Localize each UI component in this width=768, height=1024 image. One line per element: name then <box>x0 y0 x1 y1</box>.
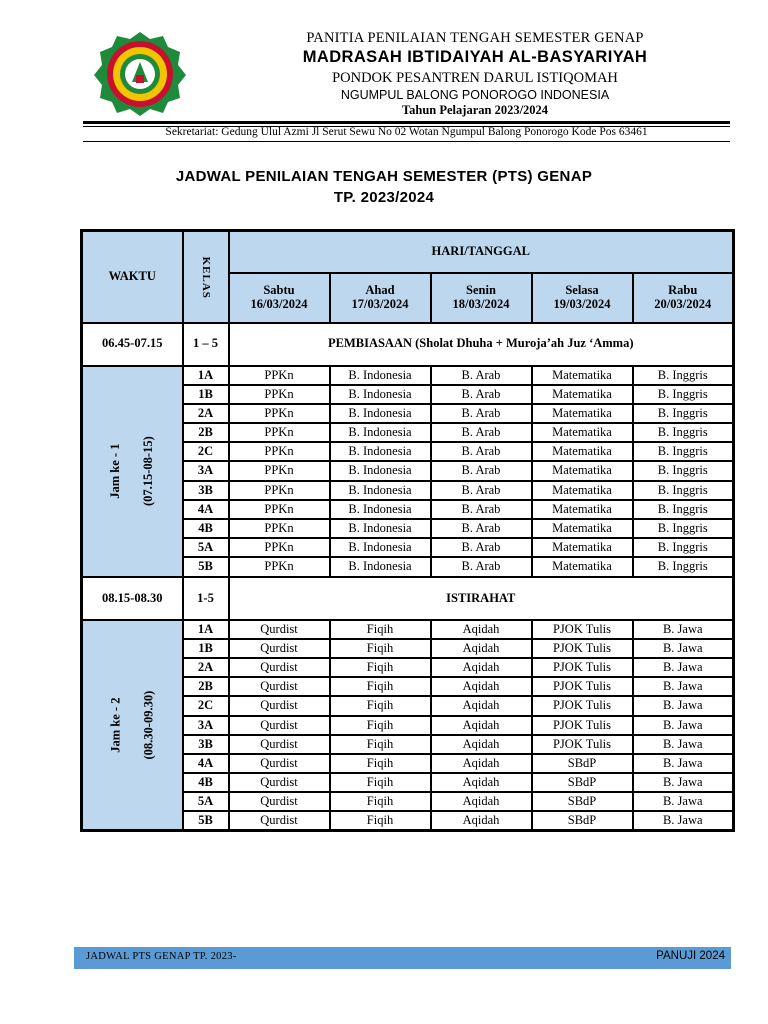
day-date: 19/03/2024 <box>553 296 611 311</box>
subject-cell: B. Indonesia <box>330 519 431 538</box>
class-cell: 2C <box>183 696 229 715</box>
subject-cell: PPKn <box>229 538 330 557</box>
subject-cell: B. Jawa <box>633 677 734 696</box>
subject-cell: Qurdist <box>229 735 330 754</box>
day-header <box>633 273 734 323</box>
class-cell: 3A <box>183 716 229 735</box>
subject-cell: Aqidah <box>431 658 532 677</box>
subject-cell: B. Arab <box>431 442 532 461</box>
day-name: Senin <box>466 283 496 298</box>
letterhead-divider-thick <box>83 121 730 124</box>
class-cell: 2B <box>183 677 229 696</box>
day-header <box>532 273 633 323</box>
subject-cell: B. Indonesia <box>330 461 431 480</box>
subject-cell: Fiqih <box>330 716 431 735</box>
class-cell: 3A <box>183 461 229 480</box>
subject-cell: B. Jawa <box>633 696 734 715</box>
class-cell: 2A <box>183 658 229 677</box>
subject-cell: PPKn <box>229 423 330 442</box>
day-date: 16/03/2024 <box>250 296 308 311</box>
subject-cell: Matematika <box>532 404 633 423</box>
day-header <box>229 273 330 323</box>
subject-cell: Matematika <box>532 481 633 500</box>
subject-cell: B. Inggris <box>633 519 734 538</box>
class-cell: 4B <box>183 519 229 538</box>
subject-cell: PJOK Tulis <box>532 716 633 735</box>
committee-name: PANITIA PENILAIAN TENGAH SEMESTER GENAP <box>306 30 644 46</box>
day-name: Ahad <box>365 283 395 298</box>
pembiasaan-activity: PEMBIASAAN (Sholat Dhuha + Muroja’ah Juz ‘Amma) <box>229 323 734 366</box>
subject-cell: B. Inggris <box>633 423 734 442</box>
subject-cell: Aqidah <box>431 620 532 639</box>
subject-cell: B. Indonesia <box>330 366 431 385</box>
subject-cell: Matematika <box>532 538 633 557</box>
subject-cell: Aqidah <box>431 677 532 696</box>
subject-cell: B. Jawa <box>633 620 734 639</box>
academic-year: Tahun Pelajaran 2023/2024 <box>401 103 549 117</box>
subject-cell: B. Indonesia <box>330 500 431 519</box>
day-date: 20/03/2024 <box>654 296 712 311</box>
subject-cell: Matematika <box>532 442 633 461</box>
subject-cell: PJOK Tulis <box>532 658 633 677</box>
subject-cell: Qurdist <box>229 639 330 658</box>
kelas-header <box>183 231 229 323</box>
jam1-session-text <box>109 436 155 506</box>
subject-cell: SBdP <box>532 792 633 811</box>
subject-cell: Matematika <box>532 519 633 538</box>
jam1-label: Jam ke - 1 <box>108 443 123 499</box>
subject-cell: B. Jawa <box>633 811 734 830</box>
subject-cell: B. Inggris <box>633 500 734 519</box>
subject-cell: B. Arab <box>431 461 532 480</box>
class-cell: 2A <box>183 404 229 423</box>
subject-cell: B. Arab <box>431 366 532 385</box>
schedule-table <box>80 229 735 832</box>
subject-cell: PPKn <box>229 404 330 423</box>
subject-cell: PPKn <box>229 461 330 480</box>
table-row <box>82 620 734 639</box>
subject-cell: B. Arab <box>431 500 532 519</box>
class-cell: 5B <box>183 811 229 830</box>
subject-cell: PJOK Tulis <box>532 620 633 639</box>
day-date: 17/03/2024 <box>351 296 409 311</box>
subject-cell: PJOK Tulis <box>532 639 633 658</box>
day-header <box>431 273 532 323</box>
subject-cell: B. Arab <box>431 385 532 404</box>
subject-cell: B. Inggris <box>633 366 734 385</box>
subject-cell: B. Inggris <box>633 481 734 500</box>
subject-cell: PPKn <box>229 385 330 404</box>
day-name: Sabtu <box>263 283 295 298</box>
subject-cell: B. Arab <box>431 538 532 557</box>
day-header <box>330 273 431 323</box>
subject-cell: Qurdist <box>229 696 330 715</box>
pembiasaan-time: 06.45-07.15 <box>82 323 183 366</box>
footer-document-name: JADWAL PTS GENAP TP. 2023- <box>86 951 237 962</box>
subject-cell: Aqidah <box>431 811 532 830</box>
subject-cell: B. Arab <box>431 557 532 576</box>
class-cell: 4A <box>183 754 229 773</box>
subject-cell: Matematika <box>532 385 633 404</box>
subject-cell: B. Inggris <box>633 385 734 404</box>
subject-cell: Qurdist <box>229 754 330 773</box>
subject-cell: B. Jawa <box>633 658 734 677</box>
jam2-time: (08.30-09.30) <box>141 690 156 760</box>
subject-cell: B. Arab <box>431 519 532 538</box>
subject-cell: Fiqih <box>330 735 431 754</box>
istirahat-activity: ISTIRAHAT <box>229 577 734 620</box>
class-cell: 3B <box>183 735 229 754</box>
subject-cell: B. Indonesia <box>330 404 431 423</box>
class-cell: 2B <box>183 423 229 442</box>
subject-cell: Matematika <box>532 366 633 385</box>
subject-cell: Qurdist <box>229 716 330 735</box>
subject-cell: SBdP <box>532 773 633 792</box>
jam2-label: Jam ke - 2 <box>108 697 123 753</box>
hari-tanggal-header: HARI/TANGGAL <box>229 231 734 273</box>
subject-cell: Fiqih <box>330 811 431 830</box>
class-cell: 4A <box>183 500 229 519</box>
subject-cell: PPKn <box>229 519 330 538</box>
subject-cell: B. Jawa <box>633 716 734 735</box>
document-subtitle: TP. 2023/2024 <box>333 189 435 206</box>
day-date: 18/03/2024 <box>452 296 510 311</box>
class-cell: 5A <box>183 538 229 557</box>
waktu-header: WAKTU <box>82 231 183 323</box>
subject-cell: Matematika <box>532 423 633 442</box>
subject-cell: Qurdist <box>229 773 330 792</box>
subject-cell: PJOK Tulis <box>532 696 633 715</box>
subject-cell: Matematika <box>532 500 633 519</box>
subject-cell: B. Indonesia <box>330 557 431 576</box>
subject-cell: Aqidah <box>431 716 532 735</box>
istirahat-row <box>82 577 734 620</box>
secretariat-address: Sekretariat: Gedung Ulul Azmi Jl Serut Sewu No 02 Wotan Ngumpul Balong Ponorogo Kode Pos 63461 <box>165 126 648 138</box>
day-name: Selasa <box>565 283 599 298</box>
school-location: NGUMPUL BALONG PONOROGO INDONESIA <box>340 88 610 102</box>
istirahat-time: 08.15-08.30 <box>82 577 183 620</box>
jam1-time: (07.15-08-15) <box>141 436 156 506</box>
subject-cell: Fiqih <box>330 639 431 658</box>
subject-cell: B. Inggris <box>633 557 734 576</box>
subject-cell: B. Jawa <box>633 735 734 754</box>
subject-cell: Qurdist <box>229 677 330 696</box>
subject-cell: Aqidah <box>431 792 532 811</box>
class-cell: 3B <box>183 481 229 500</box>
subject-cell: B. Inggris <box>633 538 734 557</box>
pembiasaan-kelas: 1 – 5 <box>183 323 229 366</box>
footer-author: PANUJI 2024 <box>656 950 725 962</box>
subject-cell: B. Indonesia <box>330 423 431 442</box>
pesantren-name: PONDOK PESANTREN DARUL ISTIQOMAH <box>332 70 618 86</box>
day-name: Rabu <box>668 283 698 298</box>
subject-cell: B. Arab <box>431 404 532 423</box>
subject-cell: B. Inggris <box>633 461 734 480</box>
subject-cell: PPKn <box>229 557 330 576</box>
subject-cell: Matematika <box>532 461 633 480</box>
subject-cell: Fiqih <box>330 792 431 811</box>
class-cell: 1A <box>183 366 229 385</box>
subject-cell: Fiqih <box>330 696 431 715</box>
subject-cell: B. Indonesia <box>330 442 431 461</box>
page-footer <box>74 947 731 969</box>
subject-cell: B. Jawa <box>633 773 734 792</box>
document-title: JADWAL PENILAIAN TENGAH SEMESTER (PTS) GENAP <box>175 168 593 185</box>
class-cell: 5B <box>183 557 229 576</box>
school-name: MADRASAH IBTIDAIYAH AL-BASYARIYAH <box>302 48 648 66</box>
subject-cell: Aqidah <box>431 639 532 658</box>
subject-cell: Aqidah <box>431 735 532 754</box>
subject-cell: B. Jawa <box>633 754 734 773</box>
subject-cell: B. Indonesia <box>330 538 431 557</box>
subject-cell: B. Jawa <box>633 792 734 811</box>
subject-cell: B. Jawa <box>633 639 734 658</box>
subject-cell: B. Indonesia <box>330 385 431 404</box>
kelas-header-label: KELAS <box>200 256 213 299</box>
subject-cell: Fiqih <box>330 677 431 696</box>
subject-cell: Aqidah <box>431 696 532 715</box>
subject-cell: PPKn <box>229 366 330 385</box>
subject-cell: SBdP <box>532 811 633 830</box>
subject-cell: B. Inggris <box>633 442 734 461</box>
subject-cell: Fiqih <box>330 658 431 677</box>
subject-cell: Fiqih <box>330 754 431 773</box>
subject-cell: PPKn <box>229 481 330 500</box>
subject-cell: PPKn <box>229 442 330 461</box>
jam2-session-label <box>82 620 183 831</box>
subject-cell: Qurdist <box>229 811 330 830</box>
subject-cell: PJOK Tulis <box>532 677 633 696</box>
subject-cell: Matematika <box>532 557 633 576</box>
subject-cell: B. Indonesia <box>330 481 431 500</box>
jam2-session-text <box>109 690 155 759</box>
subject-cell: Aqidah <box>431 773 532 792</box>
class-cell: 1B <box>183 385 229 404</box>
subject-cell: PJOK Tulis <box>532 735 633 754</box>
class-cell: 5A <box>183 792 229 811</box>
istirahat-kelas: 1-5 <box>183 577 229 620</box>
subject-cell: Fiqih <box>330 620 431 639</box>
table-row <box>82 366 734 385</box>
subject-cell: B. Inggris <box>633 404 734 423</box>
subject-cell: B. Arab <box>431 423 532 442</box>
subject-cell: Fiqih <box>330 773 431 792</box>
class-cell: 2C <box>183 442 229 461</box>
school-logo <box>92 30 188 116</box>
class-cell: 1B <box>183 639 229 658</box>
subject-cell: Qurdist <box>229 620 330 639</box>
class-cell: 4B <box>183 773 229 792</box>
subject-cell: Aqidah <box>431 754 532 773</box>
class-cell: 1A <box>183 620 229 639</box>
subject-cell: B. Arab <box>431 481 532 500</box>
subject-cell: SBdP <box>532 754 633 773</box>
subject-cell: Qurdist <box>229 792 330 811</box>
address-underline <box>83 141 730 142</box>
subject-cell: PPKn <box>229 500 330 519</box>
subject-cell: Qurdist <box>229 658 330 677</box>
jam1-session-label <box>82 366 183 577</box>
